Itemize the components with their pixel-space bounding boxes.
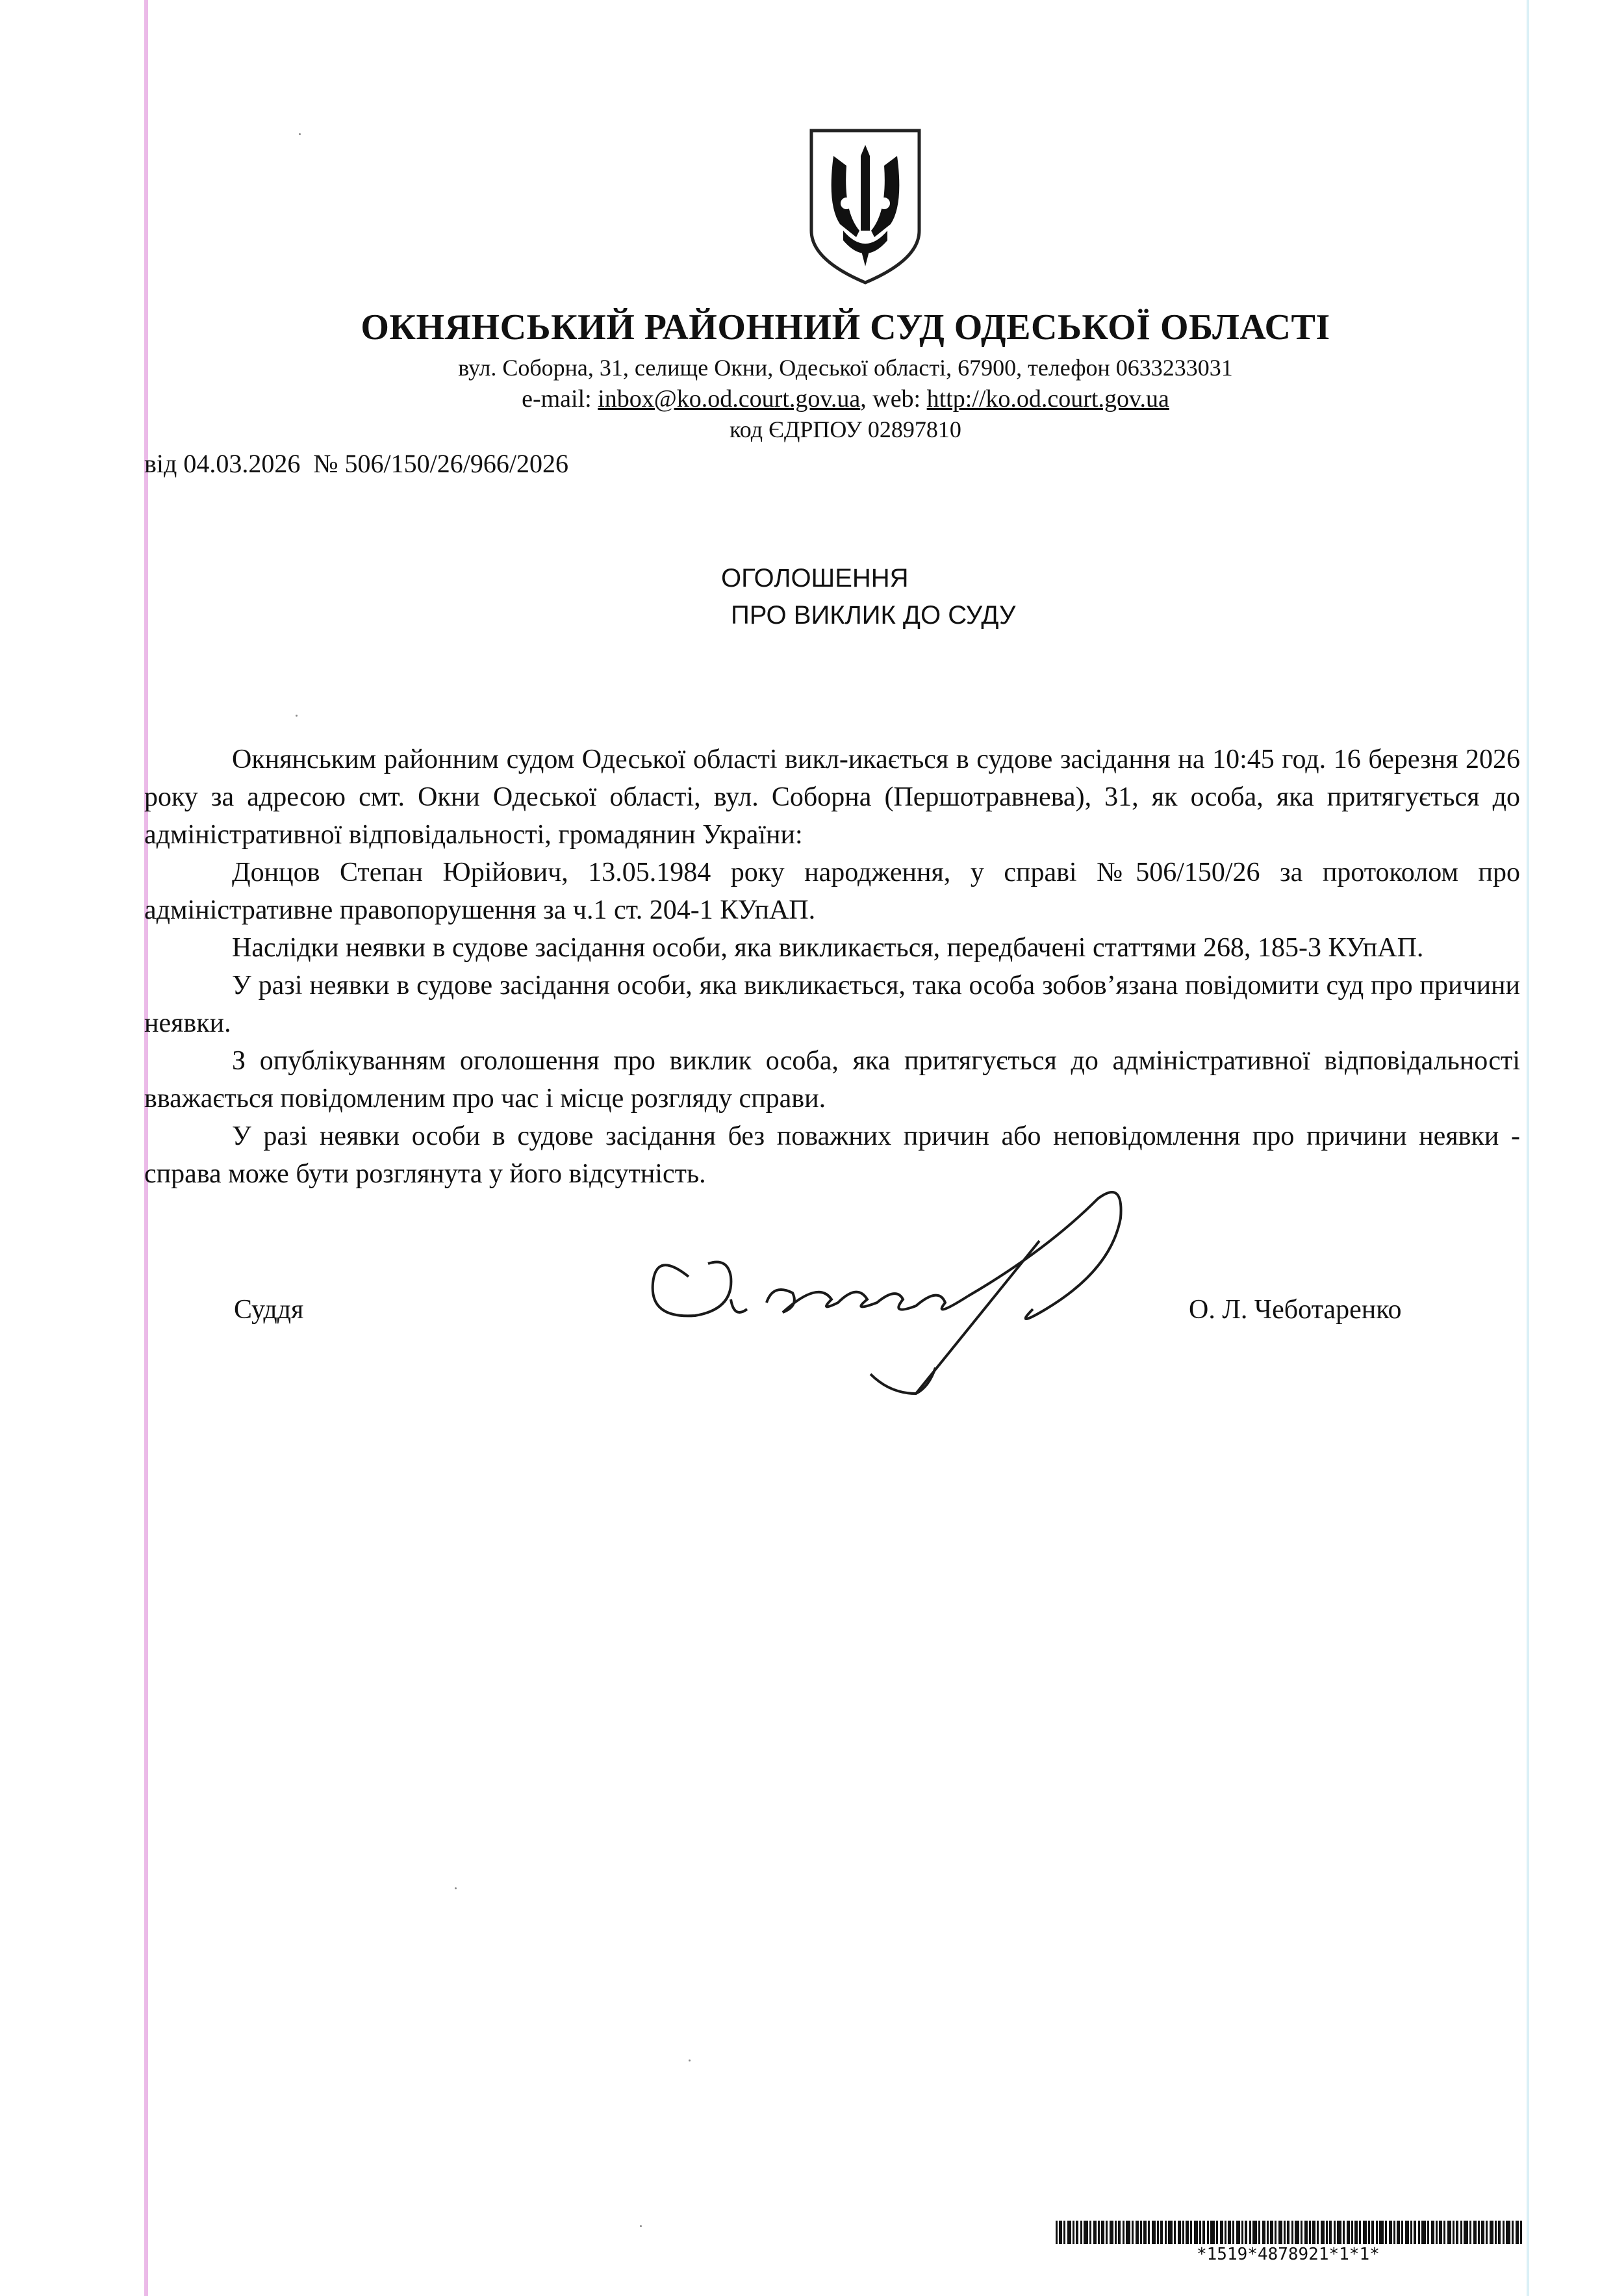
court-address: вул. Соборна, 31, селище Окни, Одеської області, 67900, телефон 0633233031: [458, 355, 1233, 381]
scan-speck: [299, 133, 301, 135]
barcode-number: *1519*4878921*1*1*: [1197, 2245, 1380, 2264]
announcement-body: [144, 741, 1520, 1193]
document-reference: від 04.03.2026 № 506/150/26/966/2026: [144, 449, 568, 478]
paragraph-person: Донцов Степан Юрійович, 13.05.1984 року народження, у справі №506/150/26 за протоколом про адміністративне правопорушення за ч.1 ст. 204-1 КУпАП.: [144, 858, 1520, 925]
court-contacts: [39, 385, 1613, 413]
web-link[interactable]: http://ko.od.court.gov.ua: [926, 385, 1169, 413]
paragraph-summons: Окнянським районним судом Одеської області викл-икається в судове засідання на 10:45 год. 16 березня 2026 року за адресою смт. Окни Одеської області, вул. Соборна (Першотравнева), 31, як особа, яка притягується до адміністративної відповідальності, громадянин України:: [144, 745, 1520, 850]
paragraph-consequences: Наслідки неявки в судове засідання особи, яка викликається, передбачені статтями 268, 185-3 КУпАП.: [232, 933, 1424, 963]
court-name: ОКНЯНСЬКИЙ РАЙОННИЙ СУД ОДЕСЬКОЇ ОБЛАСТІ: [361, 307, 1330, 348]
scan-speck: [455, 1887, 457, 1889]
paragraph-absence: У разі неявки особи в судове засідання без поважних причин або неповідомлення про причини неявки - справа може бути розглянута у його відсутність.: [144, 1121, 1520, 1189]
announcement-subtitle: ПРО ВИКЛИК ДО СУДУ: [731, 601, 1016, 630]
judge-label: Суддя: [234, 1295, 304, 1325]
paragraph-notify-duty: У разі неявки в судове засідання особи, яка викликається, така особа зобов’язана повідомити суд про причини неявки.: [144, 971, 1520, 1038]
email-link[interactable]: inbox@ko.od.court.gov.ua: [598, 385, 861, 413]
scan-speck: [640, 2225, 642, 2227]
scan-speck: [689, 2060, 691, 2061]
email-label: e-mail:: [522, 385, 598, 413]
judge-name: О. Л. Чеботаренко: [1189, 1295, 1402, 1325]
document-barcode: [1056, 2221, 1527, 2244]
handwritten-signature: [643, 1179, 1137, 1400]
coat-of-arms-icon: [807, 127, 923, 286]
announcement-title: ОГОЛОШЕННЯ: [721, 564, 909, 593]
web-label: , web:: [860, 385, 927, 413]
paragraph-publication: З опублікуванням оголошення про виклик особа, яка притягується до адміністративної відповідальності вважається повідомленим про час і місце розгляду справи.: [144, 1046, 1520, 1114]
scan-speck: [296, 715, 298, 717]
edrpou-code: код ЄДРПОУ 02897810: [730, 416, 961, 442]
